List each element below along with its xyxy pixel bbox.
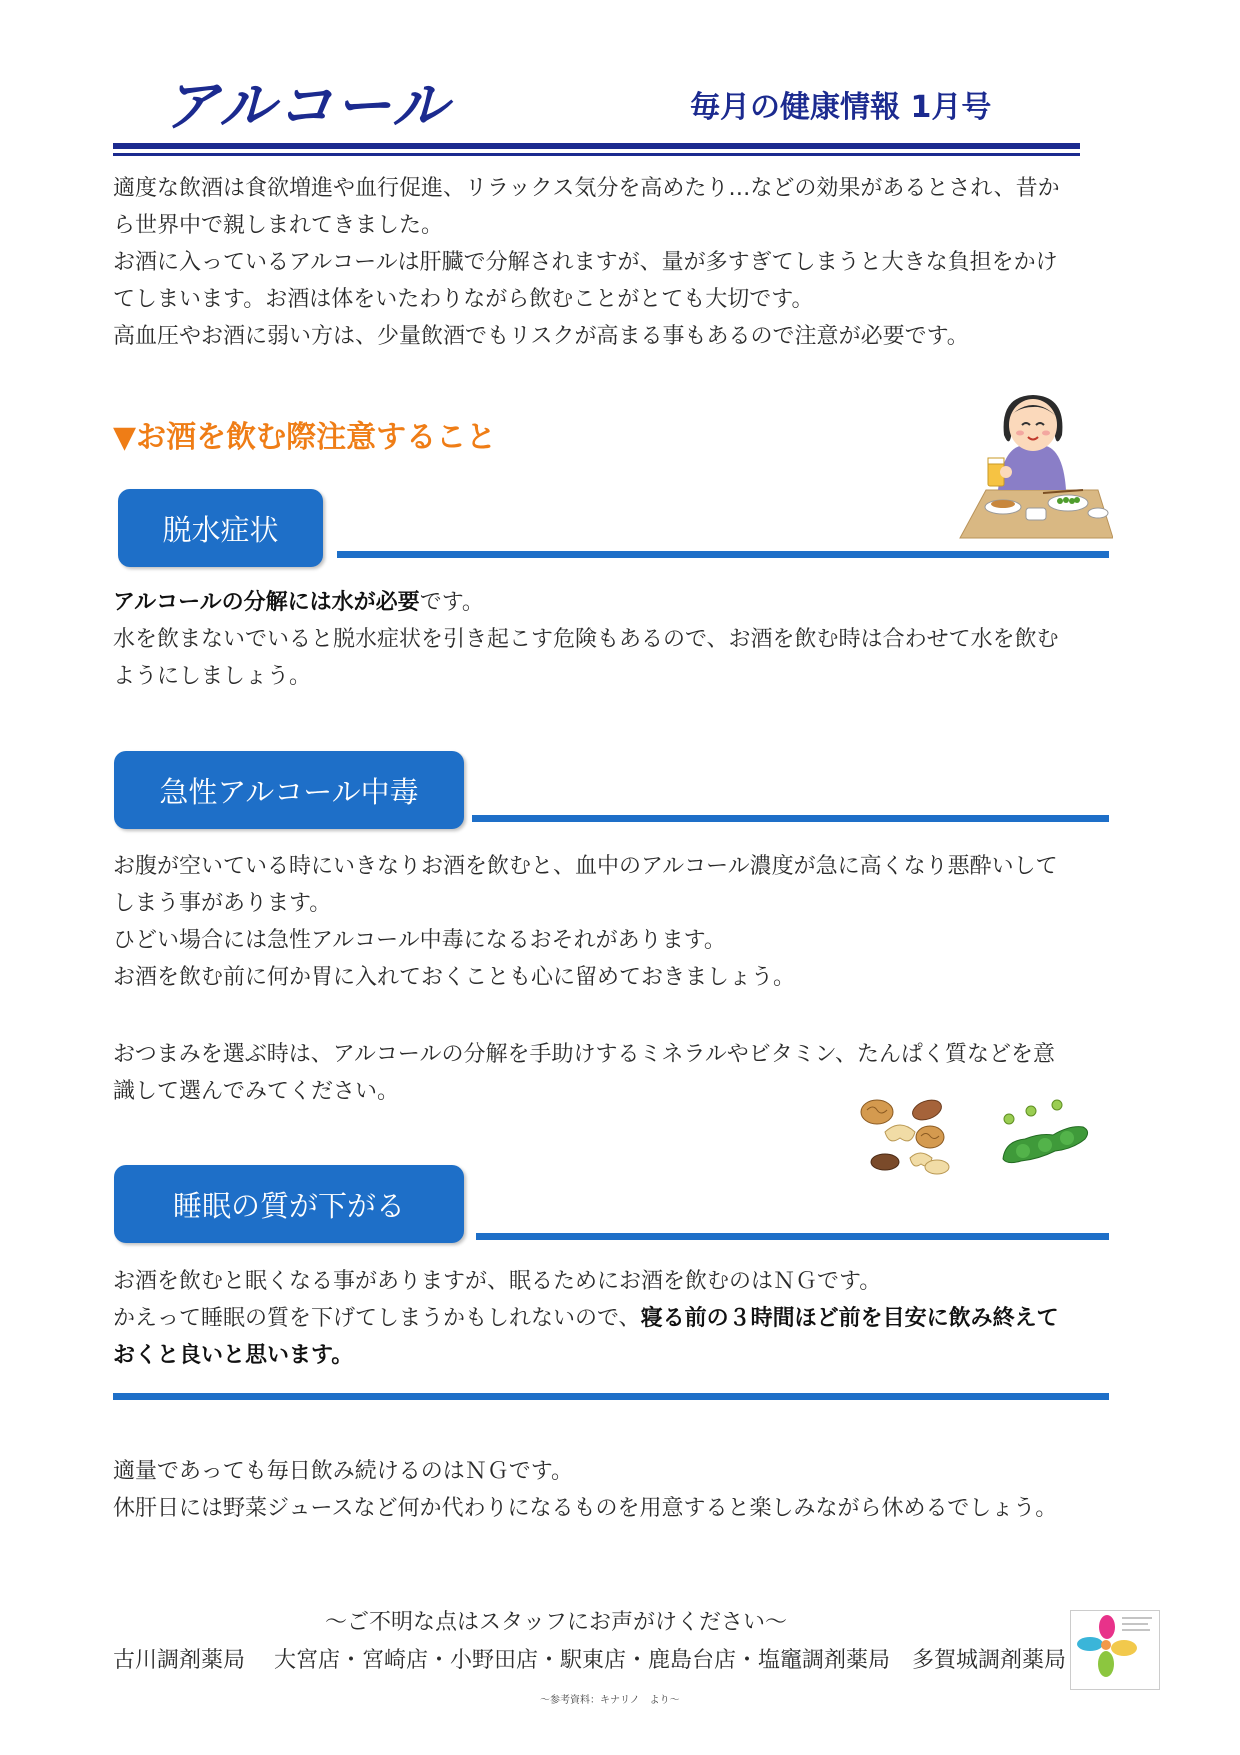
sleep-line <box>113 1337 1123 1374</box>
reference-note: ～参考資料：キナリノ より～ <box>540 1695 680 1706</box>
edamame-illustration <box>995 1097 1095 1172</box>
poisoning-line: お酒を飲む前に何か胃に入れておくことも心に留めておきましょう。 <box>113 965 796 990</box>
intro-line: お酒に入っているアルコールは肝臓で分解されますが、量が多すぎてしまうと大きな負担をかけ <box>113 250 1058 275</box>
section-underline <box>472 815 1109 822</box>
intro-line: 高血圧やお酒に弱い方は、少量飲酒でもリスクが高まる事もあるので注意が必要です。 <box>113 324 969 349</box>
closing-line: 休肝日には野菜ジュースなど何か代わりになるものを用意すると楽しみながら休めるでしょう。 <box>113 1496 1058 1521</box>
nuts-illustration <box>855 1092 955 1177</box>
intro-text <box>113 170 1123 355</box>
closing-line: 適量であっても毎日飲み続けるのはＮＧです。 <box>113 1459 574 1484</box>
snack-text <box>113 1036 1123 1110</box>
closing-text <box>113 1453 1123 1527</box>
woman-drinking-illustration <box>948 390 1113 540</box>
poisoning-line: ひどい場合には急性アルコール中毒になるおそれがあります。 <box>113 928 726 953</box>
footer-message: ～ご不明な点はスタッフにお声がけください～ <box>325 1610 788 1635</box>
text-span: です。 <box>419 590 484 615</box>
section-heading: ▼お酒を飲む際注意すること <box>113 420 497 455</box>
sleep-line: お酒を飲むと眠くなる事がありますが、眠るためにお酒を飲むのはＮＧです。 <box>113 1269 882 1294</box>
pharmacy-logo <box>1070 1610 1160 1690</box>
intro-line: ら世界中で親しまれてきました。 <box>113 213 444 238</box>
sleep-text <box>113 1263 1123 1374</box>
poisoning-line: お腹が空いている時にいきなりお酒を飲むと、血中のアルコール濃度が急に高くなり悪酔いして <box>113 854 1058 879</box>
poisoning-text <box>113 848 1123 996</box>
dehydration-line: ようにしましょう。 <box>113 664 312 689</box>
page-title: アルコール <box>163 74 450 139</box>
snack-line: おつまみを選ぶ時は、アルコールの分解を手助けするミネラルやビタミン、たんぱく質などを意 <box>113 1042 1056 1067</box>
issue-label: 毎月の健康情報 1月号 <box>690 90 992 125</box>
snack-line: 識して選んでみてください。 <box>113 1079 400 1104</box>
emphasis-text: アルコールの分解には水が必要 <box>113 590 420 615</box>
dehydration-line: 水を飲まないでいると脱水症状を引き起こす危険もあるので、お酒を飲む時は合わせて水を飲む <box>113 627 1059 652</box>
tab-sleep-quality: 睡眠の質が下がる <box>114 1165 464 1243</box>
sleep-line <box>113 1300 1123 1337</box>
section-divider <box>113 1393 1109 1400</box>
store-list: 古川調剤薬局 大宮店・宮崎店・小野田店・駅東店・鹿島台店・塩竈調剤薬局 多賀城調剤薬局 <box>113 1648 1066 1673</box>
section-underline <box>476 1233 1109 1240</box>
text-span: かえって睡眠の質を下げてしまうかもしれないので、 <box>113 1306 641 1331</box>
intro-line: 適度な飲酒は食欲増進や血行促進、リラックス気分を高めたり…などの効果があるとされ、昔か <box>113 176 1060 201</box>
tab-dehydration: 脱水症状 <box>118 489 323 567</box>
section-underline <box>337 551 1109 558</box>
header-rule-top <box>113 143 1080 149</box>
intro-line: てしまいます。お酒は体をいたわりながら飲むことがとても大切です。 <box>113 287 814 312</box>
tab-acute-poisoning: 急性アルコール中毒 <box>114 751 464 829</box>
poisoning-line: しまう事があります。 <box>113 891 332 916</box>
dehydration-line <box>113 584 1123 621</box>
emphasis-text: おくと良いと思います。 <box>113 1343 354 1368</box>
header-rule-bottom <box>113 153 1080 156</box>
dehydration-text <box>113 584 1123 695</box>
emphasis-text: 寝る前の３時間ほど前を目安に飲み終えて <box>640 1306 1059 1331</box>
